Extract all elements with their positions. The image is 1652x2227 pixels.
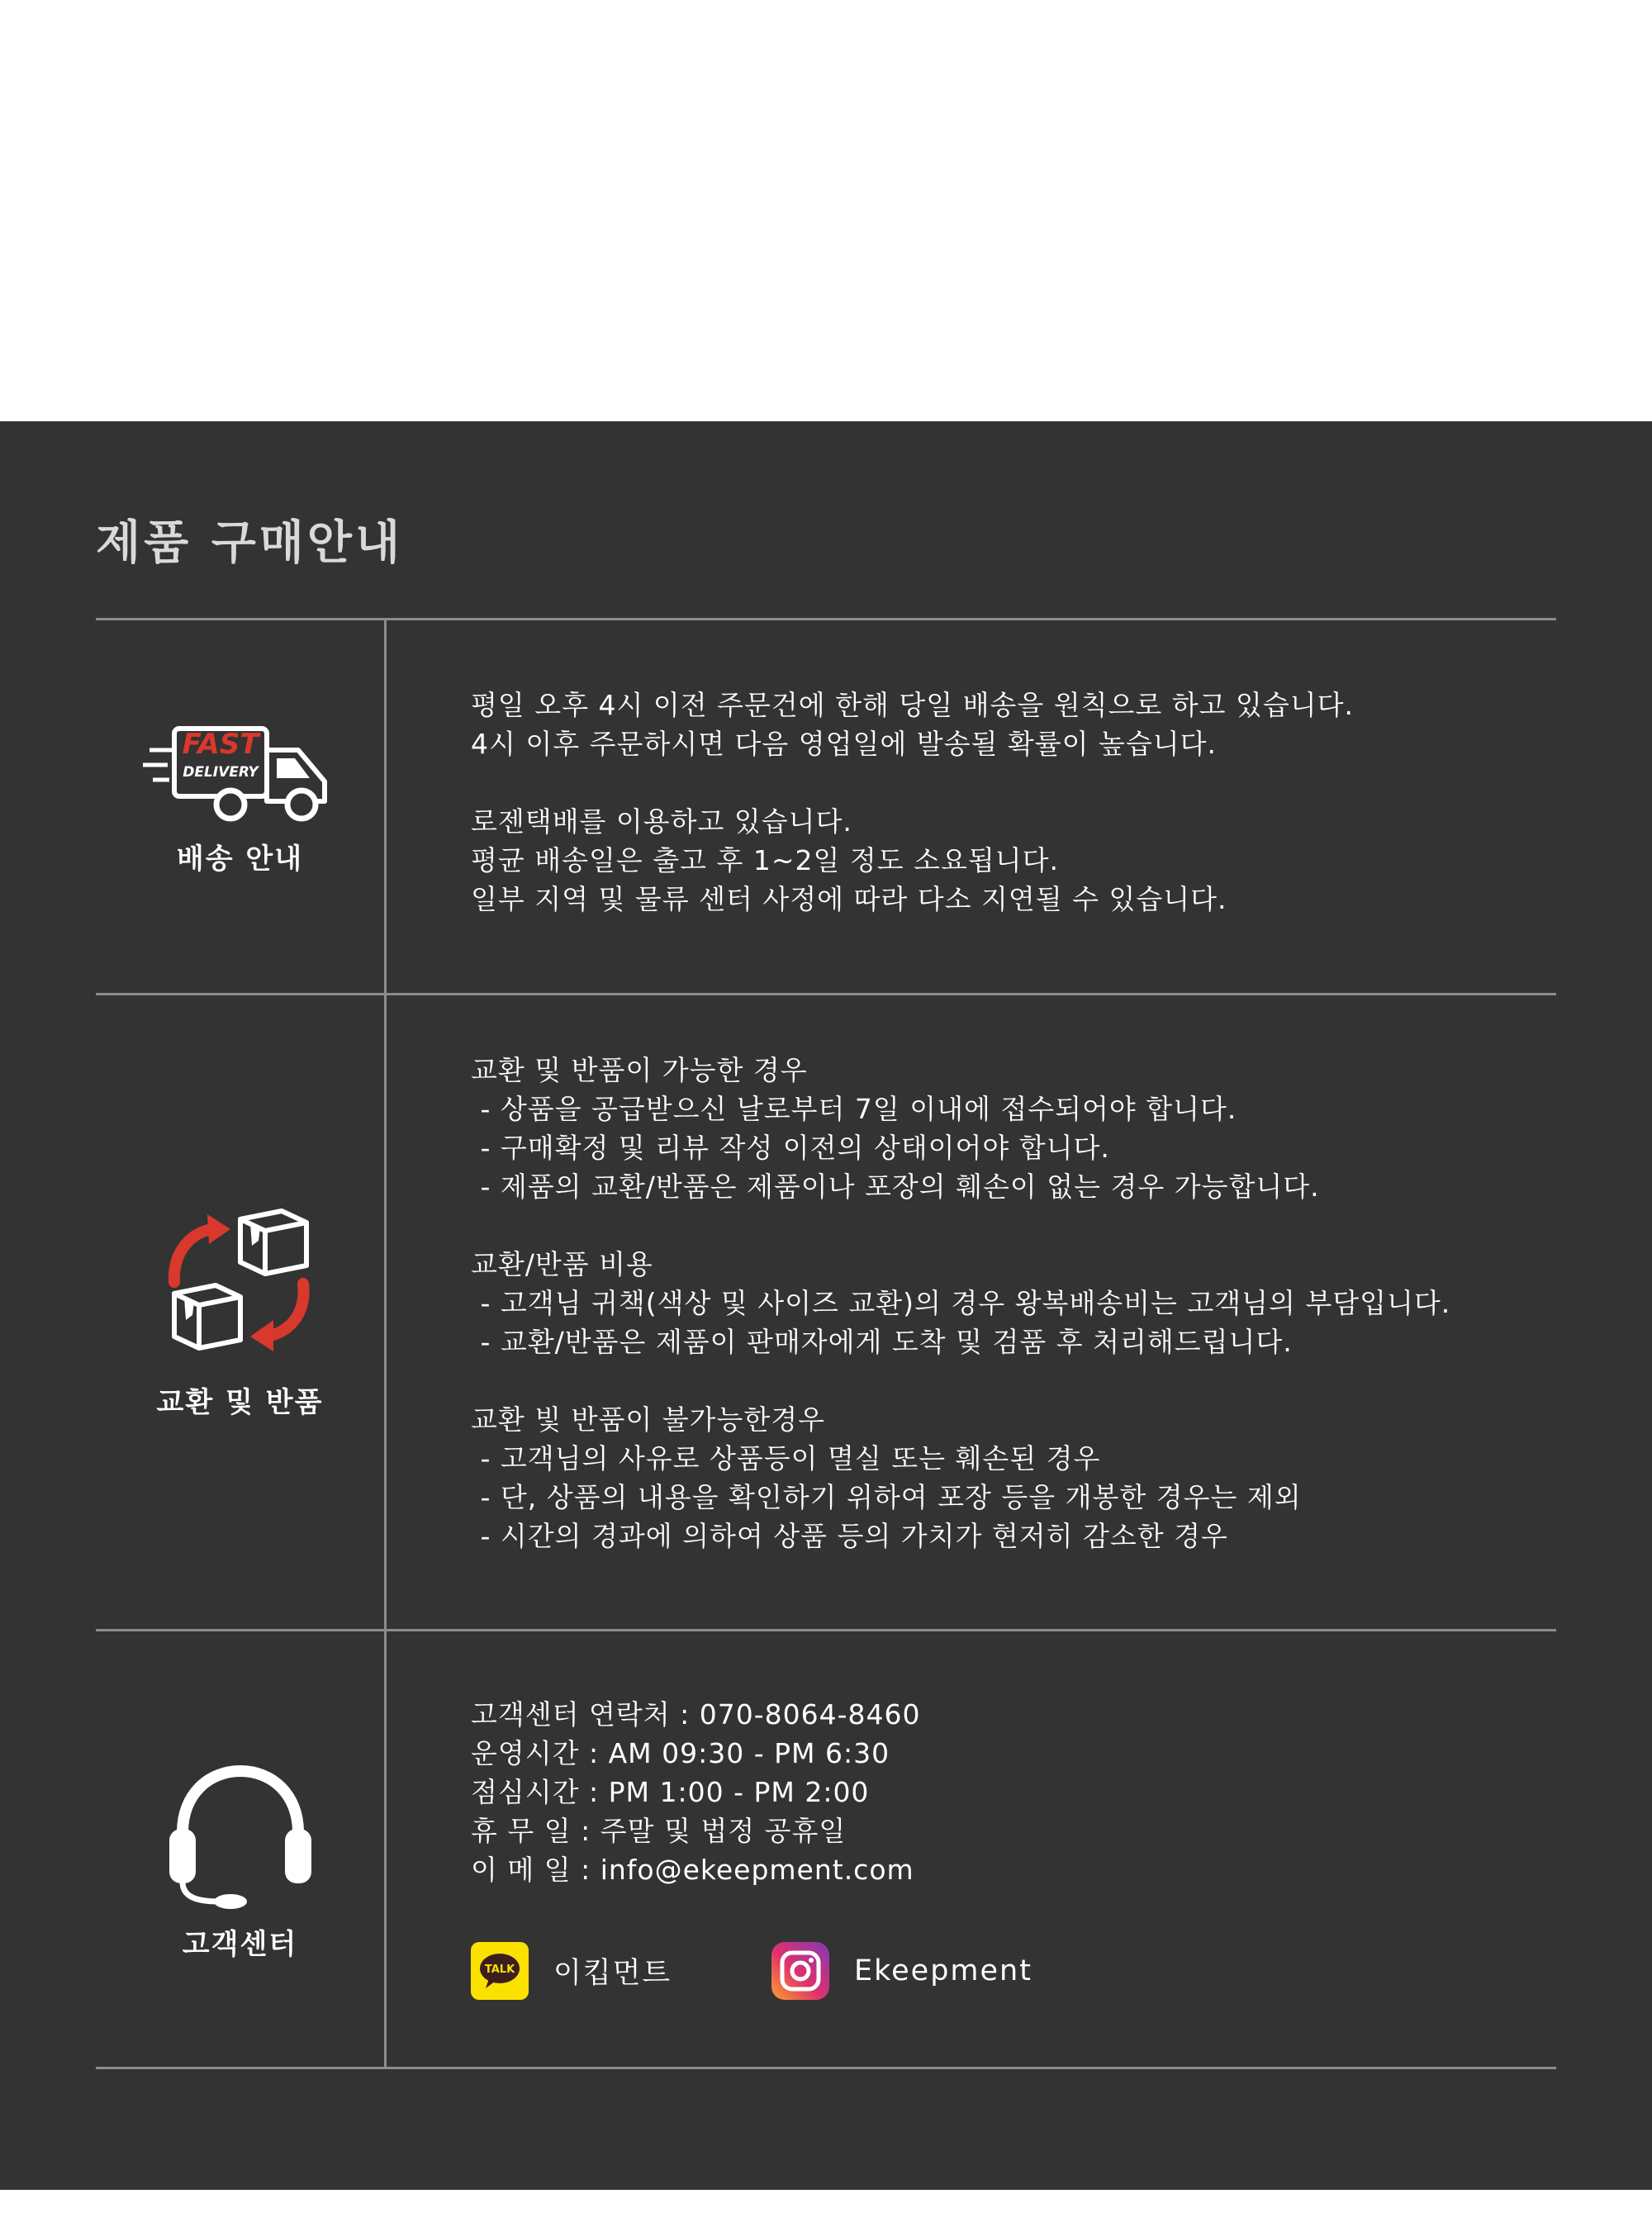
delivery-badge-text: DELIVERY	[182, 764, 259, 781]
blank-line	[471, 763, 1545, 802]
info-line: 일부 지역 및 물류 센터 사정에 따라 다소 지연될 수 있습니다.	[471, 883, 1227, 915]
kakao-channel-name: 이킵먼트	[553, 1957, 672, 1990]
business-hours: 운영시간 : AM 09:30 - PM 6:30	[471, 1737, 890, 1769]
contact-phone: 고객센터 연락처 : 070-8064-8460	[471, 1698, 921, 1731]
column-divider	[384, 1631, 387, 2067]
info-line: 교환 및 반품이 가능한 경우	[471, 1054, 808, 1086]
info-line: - 시간의 경과에 의하여 상품 등의 가치가 현저히 감소한 경우	[471, 1520, 1228, 1552]
fast-badge-text: FAST	[182, 728, 259, 761]
exchange-boxes-icon	[158, 1203, 323, 1368]
info-line: 교환 빛 반품이 불가능한경우	[471, 1403, 826, 1436]
instagram-link[interactable]	[771, 1941, 1032, 2001]
info-line: 평균 배송일은 출고 후 1~2일 정도 소요됩니다.	[471, 844, 1059, 876]
exchange-label: 교환 및 반품	[156, 1386, 324, 1419]
instagram-account-name: Ekeepment	[854, 1954, 1032, 1987]
support-info	[471, 1695, 1545, 1889]
contact-email[interactable]: 이 메 일 : info@ekeepment.com	[471, 1854, 914, 1886]
info-line: - 상품을 공급받으신 날로부터 7일 이내에 접수되어야 합니다.	[471, 1093, 1237, 1125]
exchange-info	[471, 1051, 1545, 1555]
divider	[96, 993, 1556, 995]
instagram-icon	[771, 1942, 829, 2000]
holidays: 휴 무 일 : 주말 및 법정 공휴일	[471, 1815, 847, 1847]
column-divider	[384, 620, 387, 993]
purchase-guide-panel	[0, 421, 1652, 2190]
divider	[96, 2067, 1556, 2069]
info-line: - 고객님의 사유로 상품등이 멸실 또는 훼손된 경우	[471, 1442, 1101, 1474]
kakaotalk-icon	[471, 1942, 529, 2000]
delivery-info	[471, 686, 1545, 919]
headset-icon	[158, 1761, 323, 1910]
support-section-header	[96, 1761, 384, 1962]
delivery-label: 배송 안내	[176, 843, 304, 876]
column-divider	[384, 995, 387, 1629]
info-line: 4시 이후 주문하시면 다음 영업일에 발송될 확률이 높습니다.	[471, 728, 1217, 760]
info-line: - 제품의 교환/반품은 제품이나 포장의 훼손이 없는 경우 가능합니다.	[471, 1170, 1320, 1203]
page-title: 제품 구매안내	[96, 516, 404, 570]
info-line: - 단, 상품의 내용을 확인하기 위하여 포장 등을 개봉한 경우는 제외	[471, 1481, 1302, 1513]
info-line: 교환/반품 비용	[471, 1248, 653, 1280]
blank-line	[471, 1206, 1545, 1245]
fast-delivery-truck-icon	[141, 717, 339, 824]
lunch-hours: 점심시간 : PM 1:00 - PM 2:00	[471, 1776, 870, 1808]
blank-line	[471, 1361, 1545, 1400]
support-label: 고객센터	[182, 1928, 298, 1961]
delivery-section-header	[96, 717, 384, 876]
info-line: - 구매확정 및 리뷰 작성 이전의 상태이어야 합니다.	[471, 1132, 1110, 1164]
info-line: - 고객님 귀책(색상 및 사이즈 교환)의 경우 왕복배송비는 고객님의 부담입니다.	[471, 1287, 1451, 1319]
info-line: - 교환/반품은 제품이 판매자에게 도착 및 검품 후 처리해드립니다.	[471, 1326, 1293, 1358]
kakao-badge-text: TALK	[484, 1963, 515, 1976]
kakao-link[interactable]	[471, 1941, 672, 2001]
divider	[96, 618, 1556, 620]
divider	[96, 1629, 1556, 1631]
exchange-section-header	[96, 1203, 384, 1420]
social-links	[471, 1941, 1214, 2001]
info-line: 로젠택배를 이용하고 있습니다.	[471, 805, 852, 838]
info-line: 평일 오후 4시 이전 주문건에 한해 당일 배송을 원칙으로 하고 있습니다.	[471, 689, 1354, 721]
